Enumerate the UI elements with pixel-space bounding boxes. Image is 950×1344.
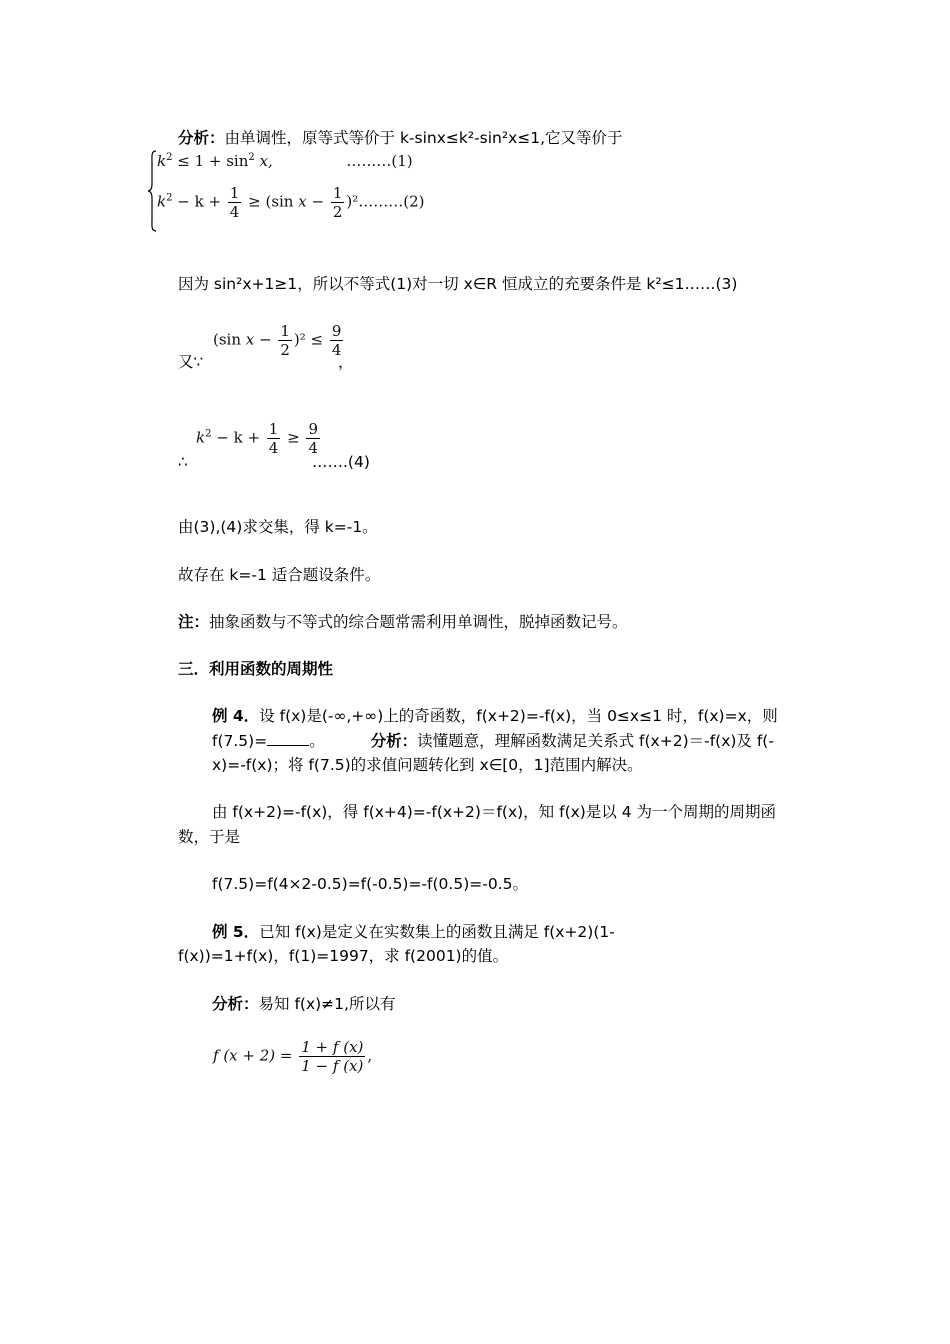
analysis5-label: 分析： — [212, 995, 259, 1013]
example4-analysis-label: 分析： — [370, 732, 418, 750]
inequality-2: $k^2 - k$ + $\frac{1}{4}$ ≥ (sin x − $\frac{1}{2}$ )²………(2) — [157, 184, 425, 221]
example5-line-2: f(x))=1+f(x)，f(1)=1997，求 f(2001)的值。 — [178, 947, 509, 965]
again-expression: (sin x − $\frac{1}{2}$ )² ≤ $\frac{9}{4}$ — [213, 322, 342, 359]
formula5-fraction: $\frac{1 + f (x)}{1 - f (x)}$ — [301, 1038, 364, 1075]
example4-line-3: x)=-f(x)；将 f(7.5)的求值问题转化到 x∈[0，1]范围内解决。 — [212, 756, 643, 774]
equation-tag-4: …….(4) — [312, 453, 370, 471]
again-prefix: 又∵ — [178, 353, 204, 371]
therefore-symbol: ∴ — [178, 453, 188, 471]
analysis-label: 分析： — [178, 129, 225, 147]
left-brace-icon — [147, 150, 157, 232]
analysis-line-1 — [178, 126, 808, 150]
equation-tag-2: )²………(2) — [346, 192, 425, 211]
example4-line-1: 例 4．设 f(x)是(-∞,+∞)上的奇函数，f(x+2)=-f(x)，当 0≤x≤1 时，f(x)=x，则 — [212, 707, 778, 725]
fraction-quarter: $\frac{1}{4}$ — [268, 420, 279, 457]
fraction-one-half: $\frac{1}{2}$ — [332, 184, 343, 221]
note-line — [178, 610, 808, 634]
analysis-text: 由单调性，原等式等价于 k-sinx≤k²-sin²x≤1,它又等价于 — [224, 129, 623, 147]
fraction-one-quarter: $\frac{1}{4}$ — [229, 184, 240, 221]
section-heading: 三．利用函数的周期性 — [178, 660, 334, 678]
intersect-line: 由(3),(4)求交集，得 k=-1。 — [178, 518, 378, 536]
calc-line: f(7.5)=f(4×2-0.5)=f(-0.5)=-f(0.5)=-0.5。 — [212, 875, 528, 893]
inequality-1: $k^2 \le 1 + \sin^2 x$, ………(1) — [157, 152, 413, 170]
fraction-half: $\frac{1}{2}$ — [280, 322, 290, 359]
formula-5: f (x + 2) = $\frac{1 + f (x)}{1 - f (x)}$ , — [213, 1038, 373, 1075]
again-suffix: ， — [338, 353, 354, 371]
from-line-2: 数，于是 — [178, 828, 241, 846]
from-line-1: 由 f(x+2)=-f(x)，得 f(x+4)=-f(x+2)＝f(x)，知 f(x)是以 4 为一个周期的周期函 — [212, 803, 777, 821]
example4-label: 例 4． — [212, 707, 260, 725]
answer-blank — [267, 731, 309, 746]
fraction-nine-quarters: $\frac{9}{4}$ — [331, 322, 342, 359]
equation-tag-1: ………(1) — [346, 152, 413, 170]
note-text: 抽象函数与不等式的综合题常需利用单调性，脱掉函数记号。 — [209, 613, 628, 631]
example5-line-1: 例 5．已知 f(x)是定义在实数集上的函数且满足 f(x+2)(1- — [212, 923, 615, 941]
therefore-expression: $k^2 - k$ + $\frac{1}{4}$ ≥ $\frac{9}{4}$ — [196, 420, 319, 457]
analysis5-line: 分析：易知 f(x)≠1,所以有 — [212, 995, 396, 1013]
because-line: 因为 sin²x+1≥1，所以不等式(1)对一切 x∈R 恒成立的充要条件是 k²≤1……(3) — [178, 275, 738, 293]
example5-label: 例 5． — [212, 923, 260, 941]
example4-line-2: f(7.5)= 。 分析：读懂题意，理解函数满足关系式 f(x+2)＝-f(x)及 f(- — [212, 732, 774, 750]
fraction-nine-quarters-2: $\frac{9}{4}$ — [308, 420, 319, 457]
exists-line: 故存在 k=-1 适合题设条件。 — [178, 566, 381, 584]
note-label: 注： — [178, 613, 210, 631]
